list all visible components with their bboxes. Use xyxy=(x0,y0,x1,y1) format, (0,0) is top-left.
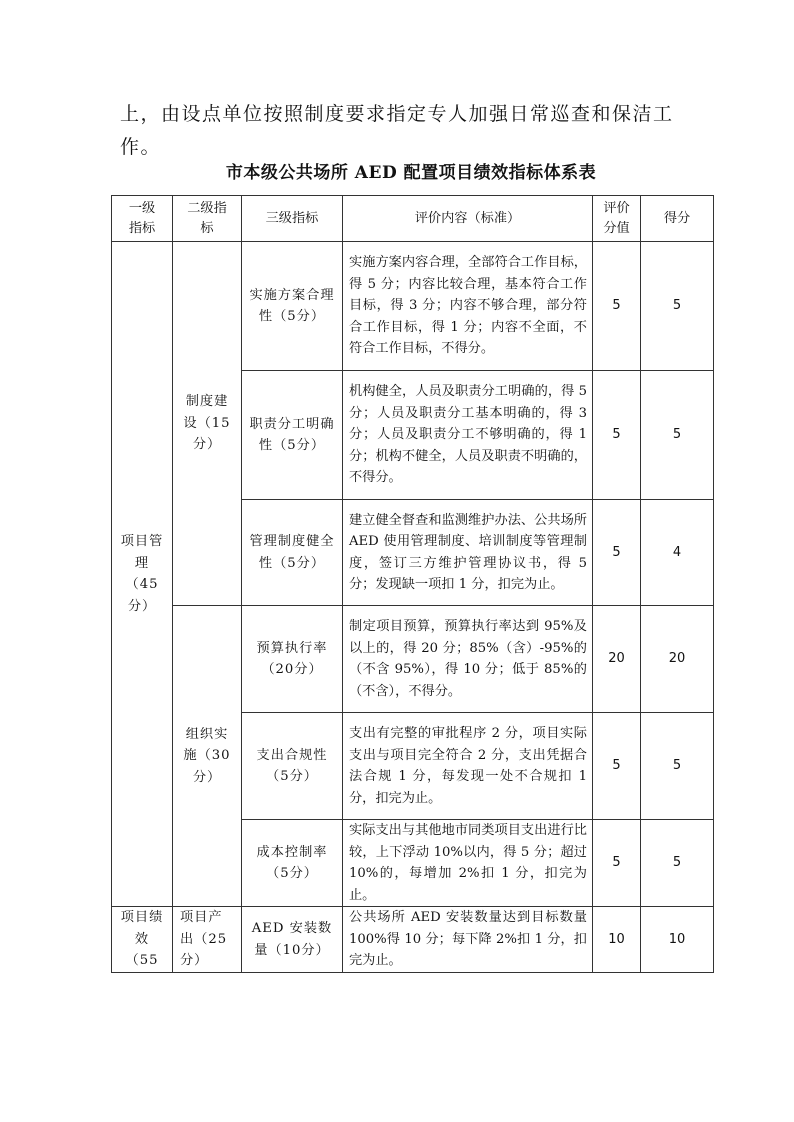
header-score: 得分 xyxy=(641,196,714,242)
criteria-cell: 实际支出与其他地市同类项目支出进行比较，上下浮动 10%以内，得 5 分；超过 10%的，每增加 2%扣 1 分，扣完为止。 xyxy=(343,820,593,907)
table-row xyxy=(112,242,714,371)
criteria-cell: 公共场所 AED 安装数量达到目标数量 100%得 10 分；每下降 2%扣 1 分，扣完为止。 xyxy=(343,907,593,973)
score-cell: 10 xyxy=(641,907,714,973)
header-level3: 三级指标 xyxy=(242,196,343,242)
level1-cell: 项目管理（45分） xyxy=(112,242,173,907)
table-header-row xyxy=(112,196,714,242)
score-value-cell: 5 xyxy=(593,242,641,371)
score-cell: 5 xyxy=(641,820,714,907)
indicator-cell: 支出合规性（5分） xyxy=(242,713,343,820)
table-title: 市本级公共场所 AED 配置项目绩效指标体系表 xyxy=(225,163,597,183)
table-row xyxy=(112,606,714,713)
level2-cell: 项目产出（25分） xyxy=(173,907,242,973)
table-row xyxy=(112,907,714,973)
header-level2: 二级指标 xyxy=(173,196,242,242)
score-value-cell: 10 xyxy=(593,907,641,973)
indicator-cell: 职责分工明确性（5分） xyxy=(242,371,343,500)
intro-paragraph: 上，由设点单位按照制度要求指定专人加强日常巡查和保洁工作。 xyxy=(120,103,674,158)
score-cell: 4 xyxy=(641,500,714,606)
score-value-cell: 20 xyxy=(593,606,641,713)
indicator-cell: 管理制度健全性（5分） xyxy=(242,500,343,606)
criteria-cell: 建立健全督查和监测维护办法、公共场所 AED 使用管理制度、培训制度等管理制度，签订三方维护管理协议书，得 5 分；发现缺一项扣 1 分，扣完为止。 xyxy=(343,500,593,606)
indicator-cell: AED 安装数量（10分） xyxy=(242,907,343,973)
score-cell: 20 xyxy=(641,606,714,713)
criteria-cell: 实施方案内容合理，全部符合工作目标，得 5 分；内容比较合理，基本符合工作目标，得 3 分；内容不够合理，部分符合工作目标，得 1 分；内容不全面，不符合工作目标，不得分。 xyxy=(343,242,593,371)
level1-cell: 项目绩效（55 xyxy=(112,907,173,973)
header-score-value: 评价分值 xyxy=(593,196,641,242)
header-level1: 一级指标 xyxy=(112,196,173,242)
criteria-cell: 制定项目预算，预算执行率达到 95%及以上的，得 20 分；85%（含）-95%的（不含 95%），得 10 分；低于 85%的（不含），不得分。 xyxy=(343,606,593,713)
level2-cell: 制度建设（15分） xyxy=(173,242,242,606)
score-cell: 5 xyxy=(641,713,714,820)
score-value-cell: 5 xyxy=(593,713,641,820)
score-cell: 5 xyxy=(641,242,714,371)
header-criteria: 评价内容（标准） xyxy=(343,196,593,242)
score-value-cell: 5 xyxy=(593,500,641,606)
criteria-cell: 支出有完整的审批程序 2 分，项目实际支出与项目完全符合 2 分，支出凭据合法合规 1 分，每发现一处不合规扣 1 分，扣完为止。 xyxy=(343,713,593,820)
score-value-cell: 5 xyxy=(593,820,641,907)
indicator-cell: 成本控制率（5分） xyxy=(242,820,343,907)
criteria-cell: 机构健全，人员及职责分工明确的，得 5 分；人员及职责分工基本明确的，得 3 分；人员及职责分工不够明确的，得 1 分；机构不健全，人员及职责不明确的，不得分。 xyxy=(343,371,593,500)
indicator-cell: 实施方案合理性（5分） xyxy=(242,242,343,371)
score-cell: 5 xyxy=(641,371,714,500)
indicator-cell: 预算执行率（20分） xyxy=(242,606,343,713)
score-value-cell: 5 xyxy=(593,371,641,500)
performance-indicator-table xyxy=(111,195,714,973)
level2-cell: 组织实施（30分） xyxy=(173,606,242,907)
